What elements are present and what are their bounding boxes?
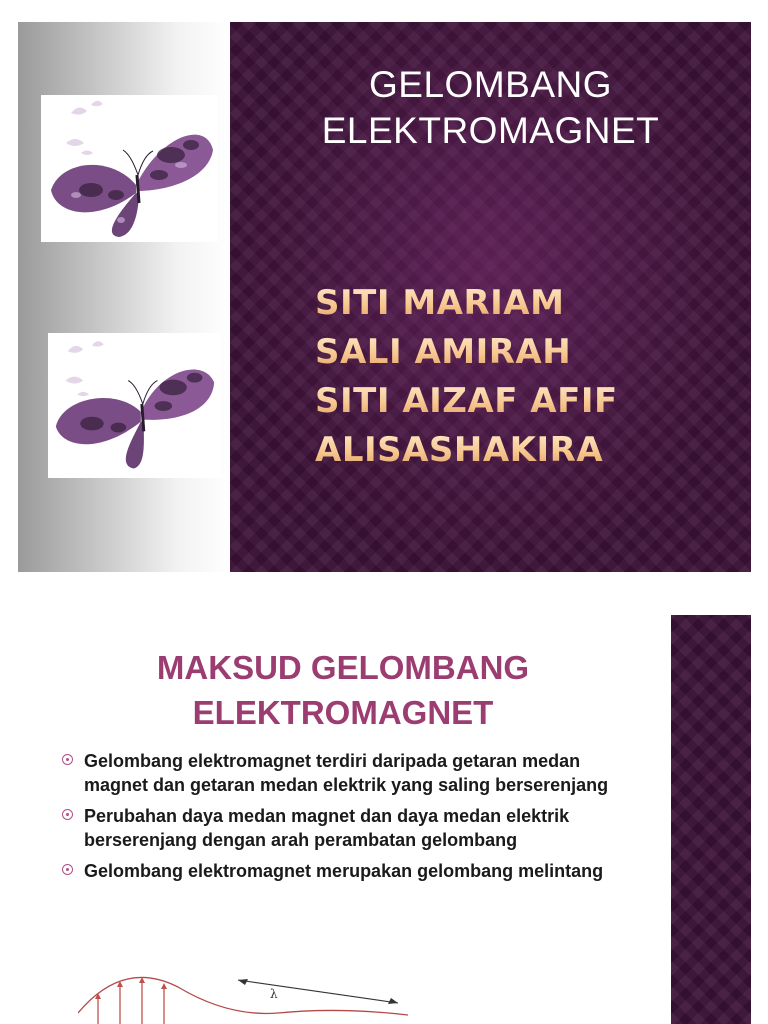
bullet-circle-icon bbox=[62, 809, 73, 820]
author-name: SITI AIZAF AFIF bbox=[315, 377, 618, 426]
title-line: ELEKTROMAGNET bbox=[321, 110, 660, 151]
butterfly-image bbox=[41, 95, 218, 242]
bullet-text: Gelombang elektromagnet merupakan gelombang melintang bbox=[84, 861, 604, 881]
bullet-item bbox=[60, 749, 630, 797]
author-name: SALI AMIRAH bbox=[315, 328, 618, 377]
butterfly-image bbox=[48, 333, 221, 478]
bullet-text: Gelombang elektromagnet terdiri daripada getaran medan magnet dan getaran medan elektrik yang saling berserenjang bbox=[84, 751, 609, 795]
bullet-circle-icon bbox=[62, 864, 73, 875]
author-name: ALISASHAKIRA bbox=[315, 426, 618, 475]
bullet-circle-icon bbox=[62, 754, 73, 765]
author-names bbox=[315, 279, 618, 475]
title-line: GELOMBANG bbox=[369, 64, 612, 105]
wavelength-label: λ bbox=[270, 987, 278, 1001]
bullet-list bbox=[60, 749, 630, 890]
content-slide bbox=[18, 615, 751, 1024]
bullet-item bbox=[60, 804, 630, 852]
butterfly-icon bbox=[41, 95, 218, 242]
wavelength-arrow bbox=[238, 980, 398, 1003]
slide-heading bbox=[78, 645, 608, 735]
slide-title bbox=[230, 62, 751, 154]
heading-line: ELEKTROMAGNET bbox=[192, 694, 494, 731]
title-slide bbox=[18, 22, 751, 572]
bullet-item bbox=[60, 859, 630, 883]
bullet-text: Perubahan daya medan magnet dan daya medan elektrik berserenjang dengan arah perambatan gelombang bbox=[84, 806, 570, 850]
butterfly-icon bbox=[48, 333, 221, 478]
electromagnetic-wave-diagram bbox=[78, 967, 618, 1024]
purple-side-strip bbox=[671, 615, 751, 1024]
heading-line: MAKSUD GELOMBANG bbox=[156, 649, 530, 686]
author-name: SITI MARIAM bbox=[315, 279, 618, 328]
